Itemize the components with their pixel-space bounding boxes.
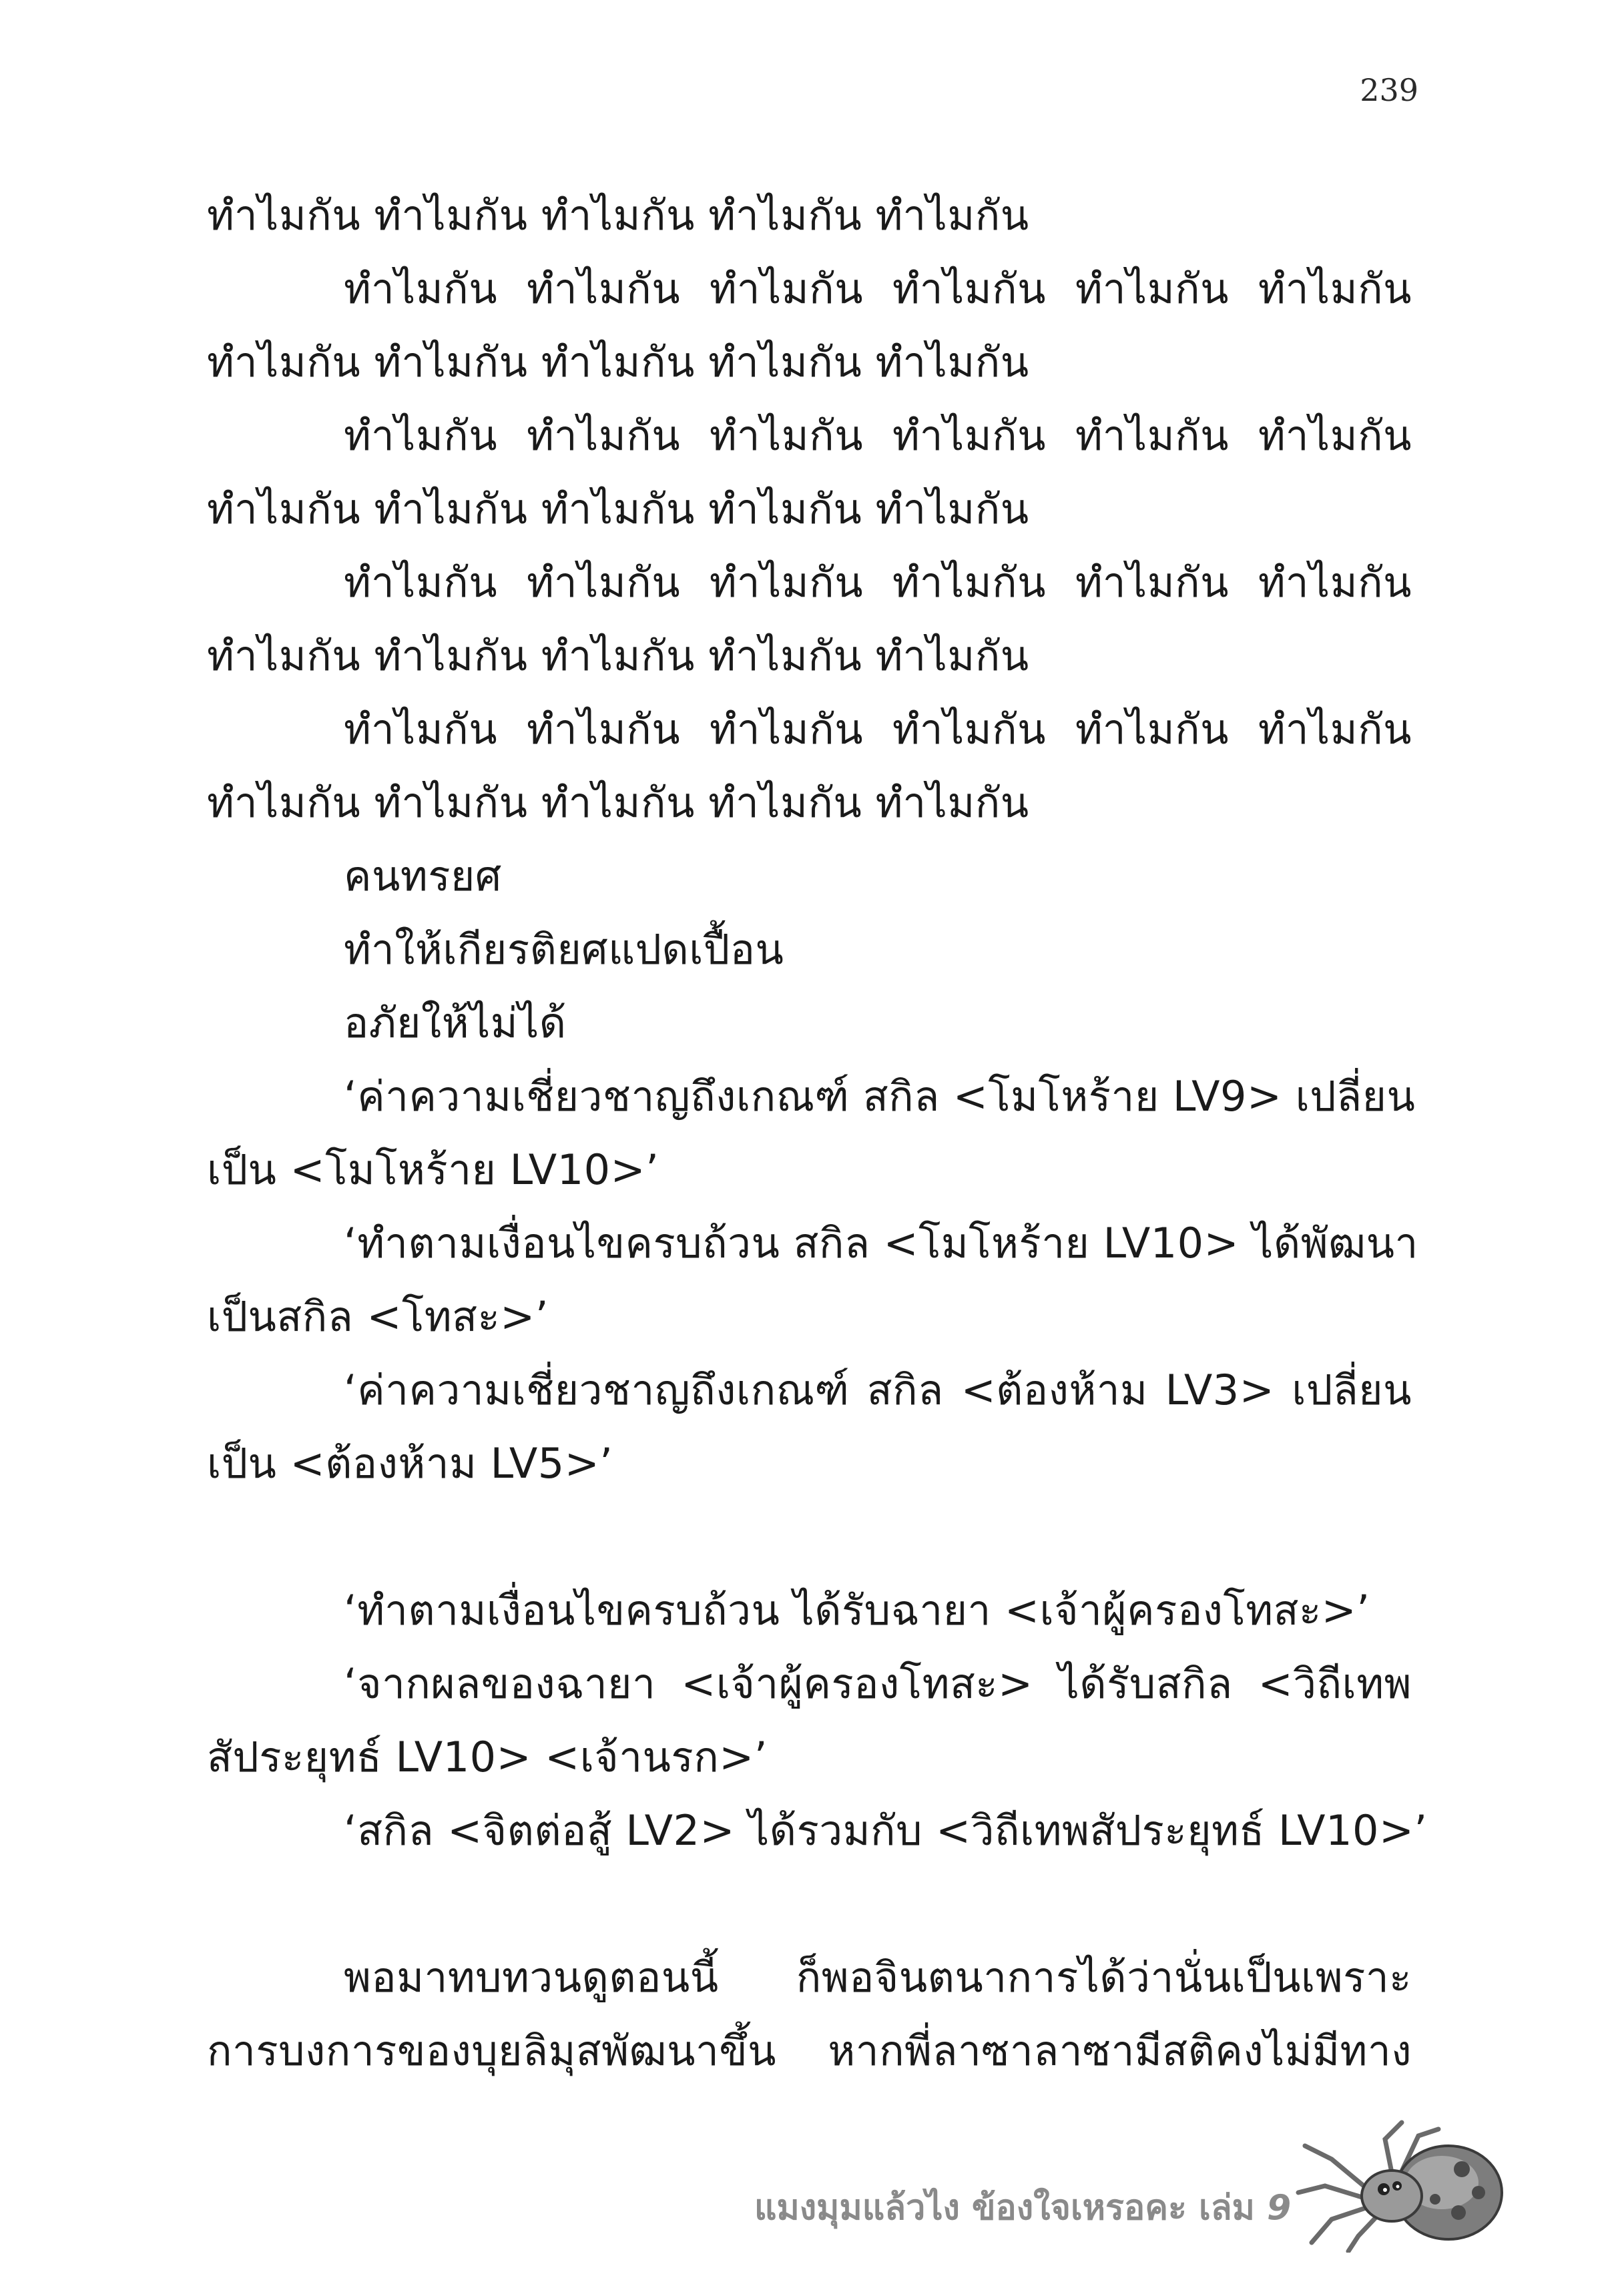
text-line: การบงการของบุยลิมุสพัฒนาขึ้น หากพี่ลาซาลาซามีสติคงไม่มีทาง (207, 2026, 1412, 2075)
text-line: ทำไมกัน ทำไมกัน ทำไมกัน ทำไมกัน ทำไมกัน ทำไมกัน (344, 558, 1412, 607)
text-line: คนทรยศ (344, 852, 502, 900)
footer-volume: 9 (1267, 2188, 1292, 2228)
page-number: 239 (1360, 72, 1418, 108)
text-line: อภัยให้ไม่ได้ (344, 998, 567, 1047)
text-line: ทำไมกัน ทำไมกัน ทำไมกัน ทำไมกัน ทำไมกัน (207, 191, 1029, 240)
text-line: เป็นสกิล <โทสะ>’ (207, 1292, 549, 1341)
text-line: พอมาทบทวนดูตอนนี้ ก็พอจินตนาการได้ว่านั่นเป็นเพราะ (344, 1953, 1412, 2002)
text-line: ‘ทำตามเงื่อนไขครบถ้วน ได้รับฉายา <เจ้าผู้ครองโทสะ>’ (344, 1586, 1370, 1635)
blank-line (207, 1500, 1412, 1574)
text-line: ทำไมกัน ทำไมกัน ทำไมกัน ทำไมกัน ทำไมกัน (207, 778, 1029, 827)
text-line: ‘ทำตามเงื่อนไขครบถ้วน สกิล <โมโหร้าย LV10> ได้พัฒนา (344, 1219, 1418, 1267)
blank-line (207, 1868, 1412, 1941)
text-line: สัประยุทธ์ LV10> <เจ้านรก>’ (207, 1733, 768, 1781)
text-line: ทำไมกัน ทำไมกัน ทำไมกัน ทำไมกัน ทำไมกัน (207, 485, 1029, 533)
spider-illustration (1292, 2119, 1505, 2253)
text-line: ‘ค่าความเชี่ยวชาญถึงเกณฑ์ สกิล <ต้องห้าม LV3> เปลี่ยน (344, 1366, 1412, 1414)
text-line: ‘จากผลของฉายา <เจ้าผู้ครองโทสะ> ได้รับสกิล <วิถีเทพ (344, 1659, 1412, 1708)
text-line: ‘สกิล <จิตต่อสู้ LV2> ได้รวมกับ <วิถีเทพสัประยุทธ์ LV10>’ (344, 1806, 1428, 1855)
body-text (207, 179, 1428, 2088)
text-line: ทำไมกัน ทำไมกัน ทำไมกัน ทำไมกัน ทำไมกัน ทำไมกัน (344, 705, 1412, 754)
text-line: ทำให้เกียรติยศแปดเปื้อน (344, 925, 784, 974)
text-line: ทำไมกัน ทำไมกัน ทำไมกัน ทำไมกัน ทำไมกัน ทำไมกัน (344, 264, 1412, 313)
text-line: ทำไมกัน ทำไมกัน ทำไมกัน ทำไมกัน ทำไมกัน (207, 338, 1029, 386)
text-line: ทำไมกัน ทำไมกัน ทำไมกัน ทำไมกัน ทำไมกัน ทำไมกัน (344, 411, 1412, 460)
text-line: ‘ค่าความเชี่ยวชาญถึงเกณฑ์ สกิล <โมโหร้าย LV9> เปลี่ยน (344, 1072, 1416, 1121)
text-line: เป็น <โมโหร้าย LV10>’ (207, 1145, 659, 1194)
text-line: ทำไมกัน ทำไมกัน ทำไมกัน ทำไมกัน ทำไมกัน (207, 631, 1029, 680)
footer-title: แมงมุมแล้วไง ข้องใจเหรอคะ เล่ม (754, 2188, 1255, 2228)
text-line: เป็น <ต้องห้าม LV5>’ (207, 1439, 613, 1488)
running-footer (754, 2179, 1291, 2235)
